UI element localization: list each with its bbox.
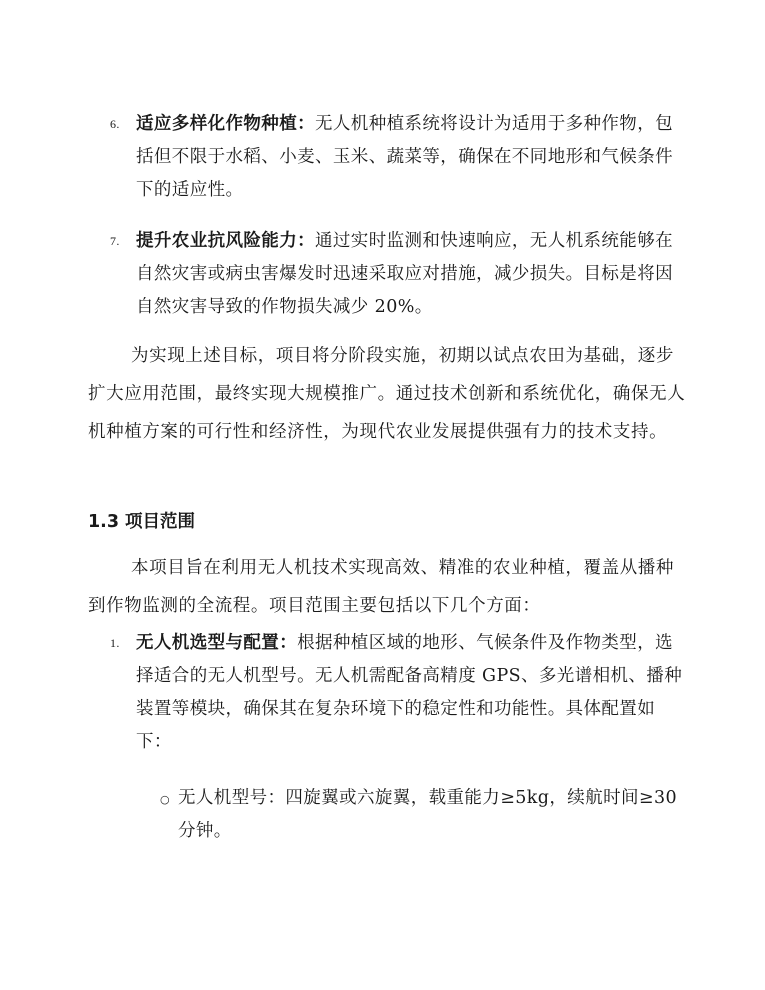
list-marker: 6. <box>110 117 120 131</box>
sublist-item-text: 无人机型号：四旋翼或六旋翼，载重能力≥5kg，续航时间≥30 分钟。 <box>178 788 678 841</box>
item-body-text: 无人机种植系统将设计为适用于多种作物，包括但不限于水稻、小麦、玉米、蔬菜等，确保在不同地形和气候条件下的适应性。 <box>136 114 673 200</box>
list-item-risk-resilience <box>88 225 688 324</box>
section-title: 项目范围 <box>125 512 196 532</box>
list-marker: 7. <box>110 234 120 248</box>
sublist-item-drone-model <box>150 782 690 848</box>
scope-intro-paragraph: 本项目旨在利用无人机技术实现高效、精准的农业种植，覆盖从播种到作物监测的全流程。项目范围主要包括以下几个方面： <box>88 558 674 616</box>
section-number: 1.3 <box>88 512 120 532</box>
item-body-text: 通过实时监测和快速响应，无人机系统能够在自然灾害或病虫害爆发时迅速采取应对措施，减少损失。目标是将因自然灾害导致的作物损失减少 20%。 <box>136 231 673 317</box>
list-item-drone-selection <box>88 627 688 759</box>
config-sublist <box>150 782 690 848</box>
item-body-text: 根据种植区域的地形、气候条件及作物类型，选择适合的无人机型号。无人机需配备高精度 GPS、多光谱相机、播种装置等模块，确保其在复杂环境下的稳定性和功能性。具体配置如下： <box>136 633 683 752</box>
section-heading <box>88 507 195 537</box>
circle-bullet-icon: ○ <box>160 793 170 806</box>
list-item-crop-adaptability <box>88 108 688 207</box>
implementation-paragraph: 为实现上述目标，项目将分阶段实施，初期以试点农田为基础，逐步扩大应用范围，最终实现大规模推广。通过技术创新和系统优化，确保无人机种植方案的可行性和经济性，为现代农业发展提供强有力的技术支持。 <box>88 346 686 442</box>
item-lead-text: 无人机选型与配置： <box>136 633 298 653</box>
list-marker: 1. <box>110 636 120 650</box>
item-lead-text: 适应多样化作物种植： <box>136 114 315 134</box>
scope-list <box>88 627 688 777</box>
item-lead-text: 提升农业抗风险能力： <box>136 231 315 251</box>
goals-list <box>88 108 688 342</box>
